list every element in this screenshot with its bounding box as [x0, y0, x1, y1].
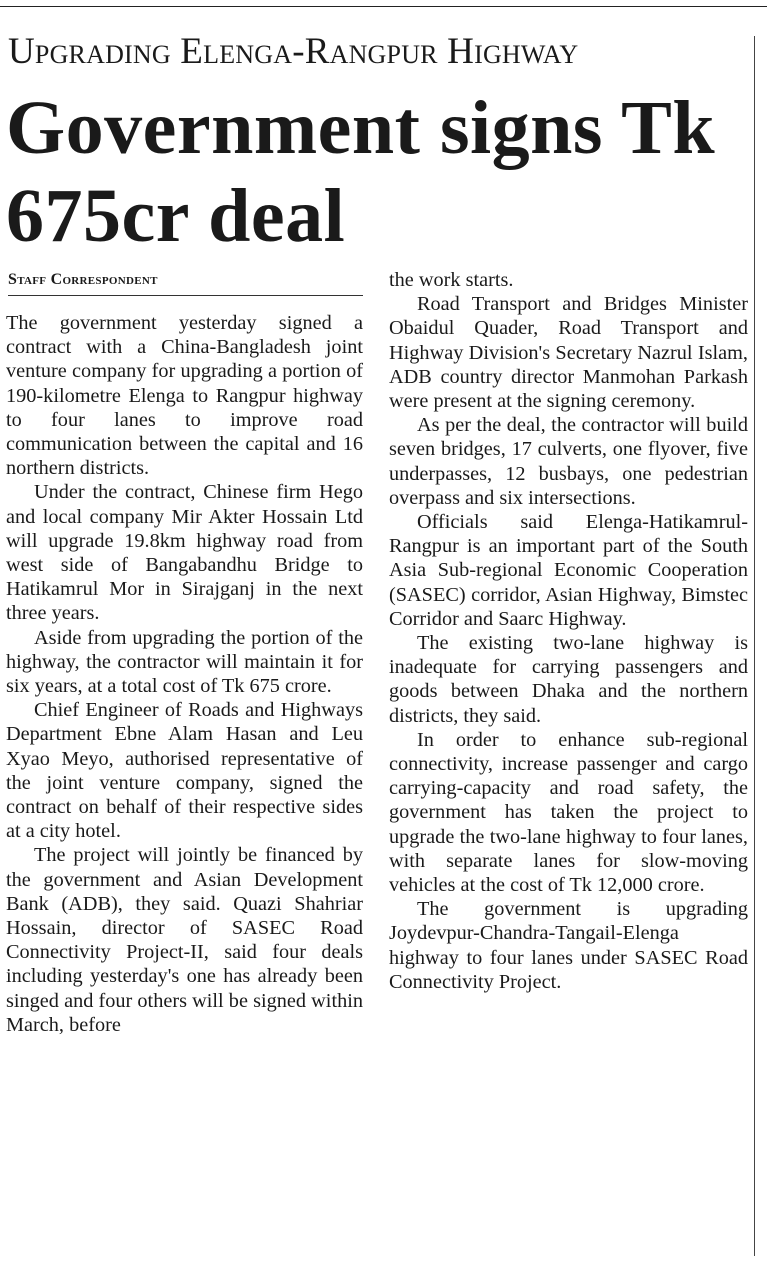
article-byline: Staff Correspondent: [8, 268, 363, 296]
paragraph: Under the contract, Chinese firm Hego and local company Mir Akter Hossain Ltd will upgrade 19.8km highway road from west side of Bangabandhu Bridge to Hatikamrul Mor in Sirajganj in the next three years.: [6, 481, 363, 625]
top-rule: [0, 6, 767, 7]
paragraph: Officials said Elenga-Hatikamrul-Rangpur is an important part of the South Asia Sub-regional Economic Cooperation (SASEC) corridor, Asian Highway, Bimstec Corridor and Saarc Highway.: [389, 511, 748, 630]
paragraph: In order to enhance sub-regional connectivity, increase passenger and cargo carrying-capacity and road safety, the government has taken the project to upgrade the two-lane highway to four lanes, with separate lanes for slow-moving vehicles at the cost of Tk 12,000 crore.: [389, 728, 748, 897]
right-column-rule: [754, 36, 755, 1256]
article-headline: Government signs Tk 675cr deal: [6, 86, 716, 258]
paragraph: Chief Engineer of Roads and Highways Department Ebne Alam Hasan and Leu Xyao Meyo, authorised representative of the joint venture company, signed the contract on behalf of their respective sides at a city hotel.: [6, 699, 363, 843]
paragraph: The government is upgrading Joydevpur-Chandra-Tangail-Elenga highway to four lanes under SASEC Road Connectivity Project.: [389, 898, 748, 993]
article-column-1: [6, 311, 363, 1037]
paragraph: The government yesterday signed a contract with a China-Bangladesh joint venture company for upgrading a portion of 190-kilometre Elenga to Rangpur highway to four lanes to improve road communication between the capital and 16 northern districts.: [6, 312, 363, 480]
article-kicker: Upgrading Elenga-Rangpur Highway: [8, 31, 579, 72]
paragraph: The project will jointly be financed by the government and Asian Development Bank (ADB), they said. Quazi Shahriar Hossain, director of SASEC Road Connectivity Project-II, said four deals including yesterday's one has already been singed and four others will be signed within March, before: [6, 844, 363, 1036]
article-column-2: [389, 268, 748, 994]
paragraph-continuation: the work starts.: [389, 269, 514, 291]
paragraph: As per the deal, the contractor will build seven bridges, 17 culverts, one flyover, five underpasses, 12 busbays, one pedestrian overpass and six intersections.: [389, 414, 748, 509]
paragraph: Aside from upgrading the portion of the highway, the contractor will maintain it for six years, at a total cost of Tk 675 crore.: [6, 626, 363, 698]
paragraph: Road Transport and Bridges Minister Obaidul Quader, Road Transport and Highway Division's Secretary Nazrul Islam, ADB country director Manmohan Parkash were present at the signing ceremony.: [389, 293, 748, 413]
paragraph: The existing two-lane highway is inadequate for carrying passengers and goods between Dhaka and the northern districts, they said.: [389, 632, 748, 727]
